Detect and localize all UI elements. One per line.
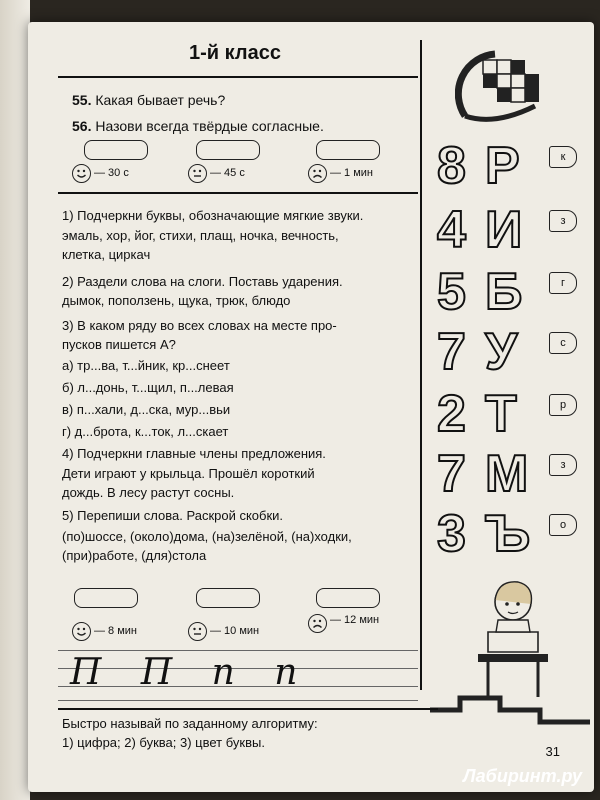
- answer-box[interactable]: [84, 140, 148, 160]
- task-1-title: 1) Подчеркни буквы, обозначающие мягкие звуки.: [62, 208, 364, 223]
- color-tag: з: [549, 210, 577, 232]
- sad-face-icon: [308, 164, 327, 183]
- time-label: — 1 мин: [330, 167, 374, 179]
- grid-digit: 3: [437, 505, 466, 563]
- task-3-title: пусков пишется А?: [62, 337, 176, 352]
- grid-digit: 7: [437, 445, 466, 503]
- footer-algorithm: 1) цифра; 2) буква; 3) цвет буквы.: [62, 735, 265, 750]
- page-number: 31: [545, 744, 560, 759]
- grid-row: [437, 138, 577, 194]
- task-2-title: 2) Раздели слова на слоги. Поставь ударения.: [62, 274, 343, 289]
- color-tag: г: [549, 272, 577, 294]
- answer-box[interactable]: [196, 588, 260, 608]
- grid-digit: 2: [437, 385, 466, 443]
- section-rule: [58, 192, 418, 194]
- grid-row: [437, 506, 577, 562]
- task-5-words: (при)работе, (для)стола: [62, 548, 207, 563]
- task-3-option: г) д...брота, к...ток, л...скает: [62, 424, 229, 439]
- sad-face-icon: [308, 614, 327, 633]
- answer-box[interactable]: [316, 140, 380, 160]
- grid-row: [437, 446, 577, 502]
- grid-letter: Р: [485, 137, 520, 195]
- color-tag: о: [549, 514, 577, 536]
- grid-row: [437, 324, 577, 380]
- question-text: Какая бывает речь?: [95, 92, 226, 108]
- task-5-title: 5) Перепиши слова. Раскрой скобки.: [62, 508, 284, 523]
- color-tag: з: [549, 454, 577, 476]
- color-tag: с: [549, 332, 577, 354]
- grid-digit: 4: [437, 201, 466, 259]
- time-label: — 10 мин: [210, 625, 260, 637]
- grid-digit: 8: [437, 137, 466, 195]
- grid-digit: 5: [437, 263, 466, 321]
- task-4-title: 4) Подчеркни главные члены предложения.: [62, 446, 326, 461]
- answer-box[interactable]: [316, 588, 380, 608]
- question-56: [72, 118, 324, 134]
- task-3-title: 3) В каком ряду во всех словах на месте про-: [62, 318, 337, 333]
- time-label: — 45 с: [210, 167, 245, 179]
- neutral-face-icon: [188, 164, 207, 183]
- grid-row: [437, 264, 577, 320]
- grid-letter: И: [485, 201, 523, 259]
- task-3-option: в) п...хали, д...ска, мур...вьи: [62, 402, 231, 417]
- answer-box[interactable]: [74, 588, 138, 608]
- grid-letter: У: [485, 323, 518, 381]
- header-rule: [58, 76, 418, 78]
- column-divider: [420, 40, 422, 690]
- grid-letter: Т: [485, 385, 517, 443]
- girl-illustration: [458, 572, 553, 702]
- book-spine-shadow: [0, 0, 30, 800]
- header: [50, 42, 420, 76]
- grid-letter: Б: [485, 263, 523, 321]
- grid-letter: М: [485, 445, 529, 503]
- task-4-text: дождь. В лесу растут сосны.: [62, 485, 235, 500]
- page-title: 1-й класс: [189, 42, 281, 64]
- footer-instruction: Быстро называй по заданному алгоритму:: [62, 716, 318, 731]
- grid-letter: Ъ: [485, 505, 531, 563]
- task-5-words: (по)шоссе, (около)дома, (на)зелёной, (на)ходки,: [62, 529, 352, 544]
- question-text: Назови всегда твёрдые согласные.: [95, 118, 324, 134]
- task-1-words: клетка, циркач: [62, 247, 151, 262]
- happy-face-icon: [72, 622, 91, 641]
- task-2-words: дымок, поползень, щука, трюк, блюдо: [62, 293, 291, 308]
- task-3-option: а) тр...ва, т...йник, кр...снеет: [62, 358, 230, 373]
- footer-rule: [58, 708, 438, 710]
- puzzle-logo-icon: [455, 46, 555, 136]
- task-3-option: б) л...донь, т...щил, п...левая: [62, 380, 234, 395]
- question-55: [72, 92, 225, 108]
- time-label: — 12 мин: [330, 614, 380, 626]
- answer-box[interactable]: [196, 140, 260, 160]
- grid-row: [437, 202, 577, 258]
- color-tag: к: [549, 146, 577, 168]
- time-label: — 8 мин: [94, 625, 138, 637]
- writing-line: [58, 650, 418, 651]
- grid-row: [437, 386, 577, 442]
- stair-decoration: [430, 690, 590, 730]
- cursive-sample: П П п п: [70, 652, 312, 693]
- task-1-words: эмаль, хор, йог, стихи, плащ, ночка, вечность,: [62, 228, 339, 243]
- task-4-text: Дети играют у крыльца. Прошёл короткий: [62, 466, 315, 481]
- writing-line: [58, 700, 418, 701]
- watermark: Лабиринт.ру: [463, 766, 582, 786]
- happy-face-icon: [72, 164, 91, 183]
- color-tag: р: [549, 394, 577, 416]
- question-number: 56.: [72, 118, 92, 134]
- grid-digit: 7: [437, 323, 466, 381]
- time-label: — 30 с: [94, 167, 129, 179]
- question-number: 55.: [72, 92, 92, 108]
- neutral-face-icon: [188, 622, 207, 641]
